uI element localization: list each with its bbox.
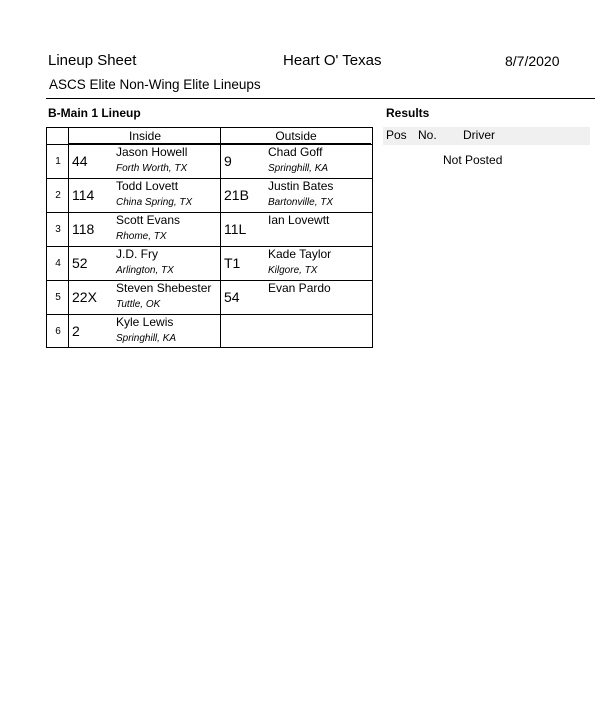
row-position: 6 bbox=[55, 326, 61, 337]
track-name: Heart O' Texas bbox=[283, 52, 382, 69]
outside-car-number: 9 bbox=[224, 153, 232, 169]
inside-car-number: 114 bbox=[72, 187, 95, 203]
results-col-pos: Pos bbox=[386, 128, 407, 142]
row-position: 1 bbox=[55, 156, 61, 167]
inside-car-number: 44 bbox=[72, 153, 88, 169]
row-position: 2 bbox=[55, 190, 61, 201]
outside-column-header: Outside bbox=[221, 128, 371, 144]
row-position: 4 bbox=[55, 258, 61, 269]
inside-driver-location: Springhill, KA bbox=[116, 333, 177, 344]
inside-driver-name: Todd Lovett bbox=[116, 179, 179, 193]
inside-driver-location: Rhome, TX bbox=[116, 231, 167, 242]
inside-driver-name: J.D. Fry bbox=[116, 247, 158, 261]
outside-car-number: 11L bbox=[224, 221, 247, 237]
inside-driver-name: Kyle Lewis bbox=[116, 315, 174, 329]
lineup-row bbox=[47, 212, 372, 246]
sheet-title: Lineup Sheet bbox=[48, 52, 137, 69]
outside-driver-location: Bartonville, TX bbox=[268, 197, 334, 208]
results-section-title: Results bbox=[386, 106, 430, 120]
outside-driver-name: Justin Bates bbox=[268, 179, 334, 193]
outside-driver-location: Springhill, KA bbox=[268, 163, 329, 174]
inside-driver-name: Scott Evans bbox=[116, 213, 181, 227]
outside-car-number: 21B bbox=[224, 187, 249, 203]
inside-car-number: 52 bbox=[72, 255, 88, 271]
lineup-row bbox=[47, 246, 372, 280]
row-position: 5 bbox=[55, 292, 61, 303]
lineup-row bbox=[47, 178, 372, 212]
outside-car-number: 54 bbox=[224, 289, 240, 305]
results-col-no: No. bbox=[418, 128, 437, 142]
outside-driver-name: Evan Pardo bbox=[268, 281, 331, 295]
inside-car-number: 118 bbox=[72, 221, 95, 237]
lineup-table bbox=[46, 127, 373, 348]
outside-driver-name: Chad Goff bbox=[268, 145, 323, 159]
lineup-row bbox=[47, 144, 372, 178]
outside-driver-location: Kilgore, TX bbox=[268, 265, 318, 276]
inside-column-header: Inside bbox=[69, 128, 221, 144]
inside-driver-location: Forth Worth, TX bbox=[116, 163, 188, 174]
inside-driver-location: Tuttle, OK bbox=[116, 299, 161, 310]
inside-driver-name: Steven Shebester bbox=[116, 281, 212, 295]
row-position: 3 bbox=[55, 224, 61, 235]
inside-driver-name: Jason Howell bbox=[116, 145, 188, 159]
header-divider bbox=[46, 98, 595, 99]
inside-car-number: 22X bbox=[72, 289, 97, 305]
results-col-driver: Driver bbox=[463, 128, 495, 142]
inside-driver-location: China Spring, TX bbox=[116, 197, 193, 208]
outside-driver-name: Ian Lovewtt bbox=[268, 213, 330, 227]
outside-driver-name: Kade Taylor bbox=[268, 247, 332, 261]
lineup-row bbox=[47, 280, 372, 314]
outside-car-number: T1 bbox=[224, 255, 241, 271]
lineup-row bbox=[47, 314, 372, 348]
results-header bbox=[383, 127, 590, 145]
results-status: Not Posted bbox=[443, 153, 503, 167]
inside-driver-location: Arlington, TX bbox=[116, 265, 174, 276]
class-subtitle: ASCS Elite Non-Wing Elite Lineups bbox=[49, 77, 261, 92]
event-date: 8/7/2020 bbox=[505, 53, 560, 69]
lineup-section-title: B-Main 1 Lineup bbox=[48, 106, 141, 120]
inside-car-number: 2 bbox=[72, 323, 80, 339]
